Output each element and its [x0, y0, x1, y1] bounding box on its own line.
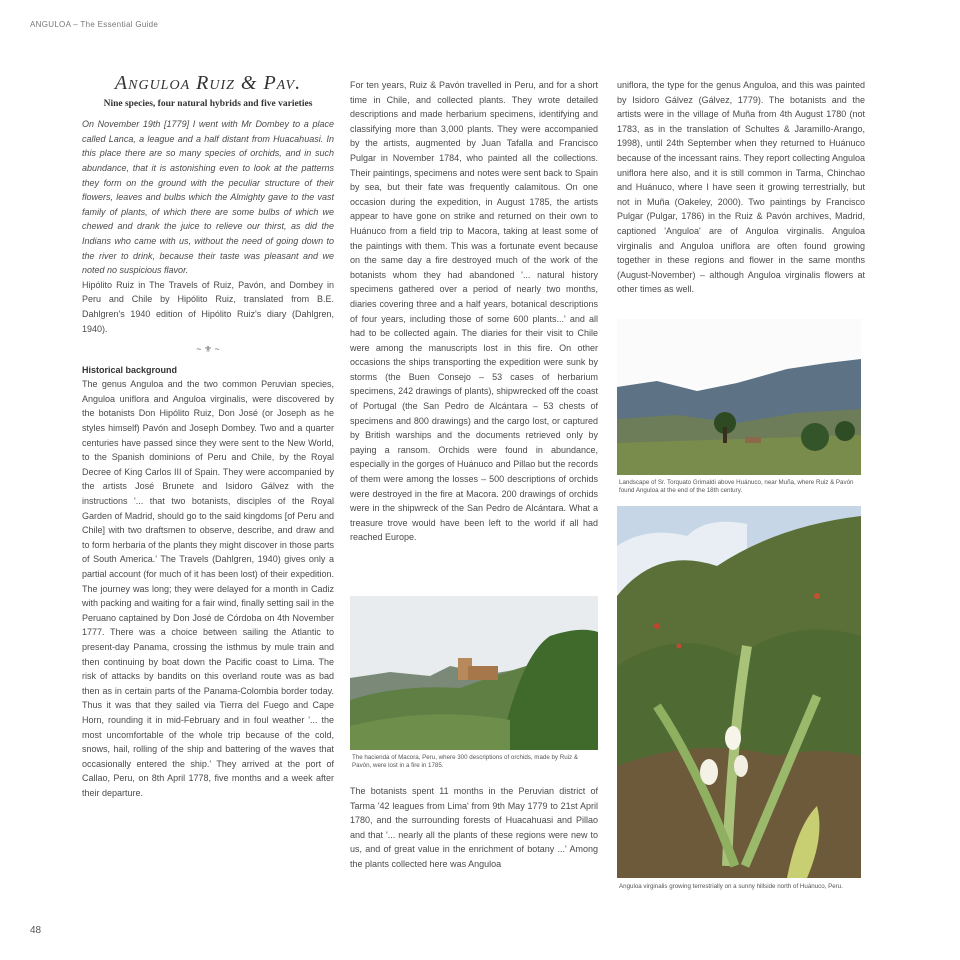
caption-farm: The hacienda of Macora, Peru, where 300 descriptions of orchids, made by Ruiz & Pavón, were lost in a fire in 1785.	[352, 754, 578, 769]
valley-landscape-illustration	[617, 319, 861, 475]
page-number: 48	[30, 925, 42, 936]
column-2	[350, 78, 598, 545]
article-subtitle: Nine species, four natural hybrids and five varieties	[103, 98, 313, 109]
photo-orchid	[617, 506, 861, 878]
body-text-col2-bottom: The botanists spent 11 months in the Peruvian district of Tarma '42 leagues from Lima' from 9th May 1779 to 21st April 1780, and the surrounding forests of Huacahuasi and Pillao and that '... nearly all the plants of these regions were new to us, and of great value in the enrichment of botany ...' Among the plants collected here was Anguloa	[350, 786, 598, 869]
orchid-illustration	[617, 506, 861, 878]
article-title: Anguloa Ruiz & Pav.	[114, 72, 302, 94]
section-heading: Historical background	[82, 364, 178, 375]
caption-orchid: Anguloa virginalis growing terrestrially on a sunny hillside north of Huánuco, Peru.	[619, 883, 843, 890]
body-text-col1: The genus Anguloa and the two common Peruvian species, Anguloa uniflora and Anguloa virginalis, were discovered by the botanists Don Hipólito Ruiz, Don José (or Joseph as he styles himself) Pavón and Joseph Dombey. Two and a quarter centuries have passed since they were sent to the New World, to the Spanish dominions of Peru and Chile, by the Royal Decree of King Carlos III of Spain. They were accompanied by the artists José Brunete and Isidoro Gálvez with the instructions '... that two botanists, disciples of the Royal Garden of Madrid, should go to the said kingdoms [of Peru and Chile] with two draftsmen to observe, describe, and draw and to form herbaria of the plants they might discover in those parts of South America.' The Travels (Dahlgren, 1940) gives only a partial account (for much of it has been lost) of their expedition. The journey was long; they were delayed for a month in Cadiz with packing and waiting for a fair wind, finally setting sail in the Peruano captained by Don José de Córdoba on 4th November 1777. There was a choice between sailing the Atlantic to present-day Panama, crossing the isthmus by mule train and then continuing by boat down the Pacific coast to Lima. The risk of attacks by bandits on this overland route was as bad then as in certain parts of the Panama-Colombia border today. Thus it was that they sailed via Tierra del Fuego and Cape Horn, rounding it in mid-February and in foul weather '... the most uncomfortable of the whole trip because of the cold, snows, hail, rolling of the ship and battering of the waves that occasionally entered the ship.' They arrived at the port of Callao, Peru, on 8th April 1778, five months and a week after their departure.	[82, 379, 334, 798]
running-header: ANGULOA – The Essential Guide	[30, 20, 159, 29]
caption-valley: Landscape of Sr. Torquato Grimaldi above Huánuco, near Muña, where Ruiz & Pavón found Anguloa at the end of the 18th century.	[619, 479, 854, 494]
column-1	[82, 72, 334, 801]
quote-source: Hipólito Ruiz in The Travels of Ruiz, Pavón, and Dombey in Peru and Chile by Hipólito Ruiz, translated from B.E. Dahlgren's 1940 edition of Hipólito Ruiz's diary (Dahlgren, 1940).	[82, 279, 334, 334]
photo-valley	[617, 319, 861, 475]
body-text-col2-top: For ten years, Ruiz & Pavón travelled in Peru, and for a short time in Chile, and collected plants. They wrote detailed descriptions and made herbarium specimens, identifying and classifying more than 3,000 plants. They were accompanied by the artists, augmented by Juan Tafalla and Francisco Pulgar in November 1784, who painted all the collections. Their paintings, specimens and notes were sent back to Spain by sea, but their fate was frequently calamitous. On one occasion during the expedition, in August 1785, the artists appear to have gone on strike and returned on their own to Huánuco from a field trip to Macora, taking at least some of the paintings with them. This was a fortunate event because on the same day a fire destroyed much of the work of the botanists whom they had abandoned '... natural history specimens gathered over a period of nearly two months, diaries covering three and a half years, botanical descriptions of four years, including those of some 600 plants...' and all had to be collected again. The diaries for their visit to Chile were among the manuscripts lost in this fire. On other occasions the ships transporting the expedition were sunk by storms (the Buen Consejo – 53 cases of herbarium specimens, 242 drawings of plants), shipwrecked off the coast of Portugal (the San Pedro de Alcántara – 53 chests of specimens and 800 drawings) and the cargo lost, or captured by British warships and the documents retrieved only by paying a ransom. Orchids were found in abundance, especially in the gorges of Huánuco and Pillao but the records of them were among the losses – 500 descriptions of orchids were destroyed in the fire at Macora. 200 drawings of orchids were in the shipwreck of the San Pedro de Alcántara. What a treasure trove would have been left to the world if all had reached Europe.	[350, 80, 598, 543]
opening-quote: On November 19th [1779] I went with Mr Dombey to a place called Lanca, a league and a half distant from Huacahuasi. In this place there are so many species of orchids, and in such abundance, that it is astonishing even to look at the patterns they form on the ground with the peculiar structure of their flowers, leaves and bulbs which the Almighty gave to the vast family of plants, of which there are some bulbs of which we chewed and drank the juice to relieve our thirst, as did the Indians who came with us, without the need of going down to the river to drink, because their taste was pleasant and we noted no suspicious flavor.	[82, 119, 334, 276]
farm-landscape-illustration	[350, 596, 598, 750]
body-text-col3: uniflora, the type for the genus Anguloa, and this was painted by Isidoro Gálvez (Gálvez, 1779). The botanists and the artists were in the village of Muña from 4th August 1780 (not 1783, as in the translation of Schultes & Jaramillo-Arango, 1998), until 24th September when they returned to Huánuco because of the incessant rains. They report collecting Anguloa uniflora here also, and it is still common in Tarma, Chinchao and Huánuco, where I have seen it growing terrestrially, but not in Muña (Oakeley, 2000). Two paintings by Francisco Pulgar (Pulgar, 1786) in the Ruiz & Pavón archives, Madrid, captioned 'Anguloa' are of Anguloa virginalis. Anguloa virginalis and Anguloa uniflora are often found growing together in these regions and flower in the same months (August-November) – although Anguloa virginalis flowers at other times as well.	[617, 80, 865, 295]
column-3	[617, 78, 865, 297]
column-2-bottom	[350, 784, 598, 872]
ornament-divider: ~ ⚜ ~	[196, 344, 220, 355]
photo-hacienda-farm	[350, 596, 598, 750]
